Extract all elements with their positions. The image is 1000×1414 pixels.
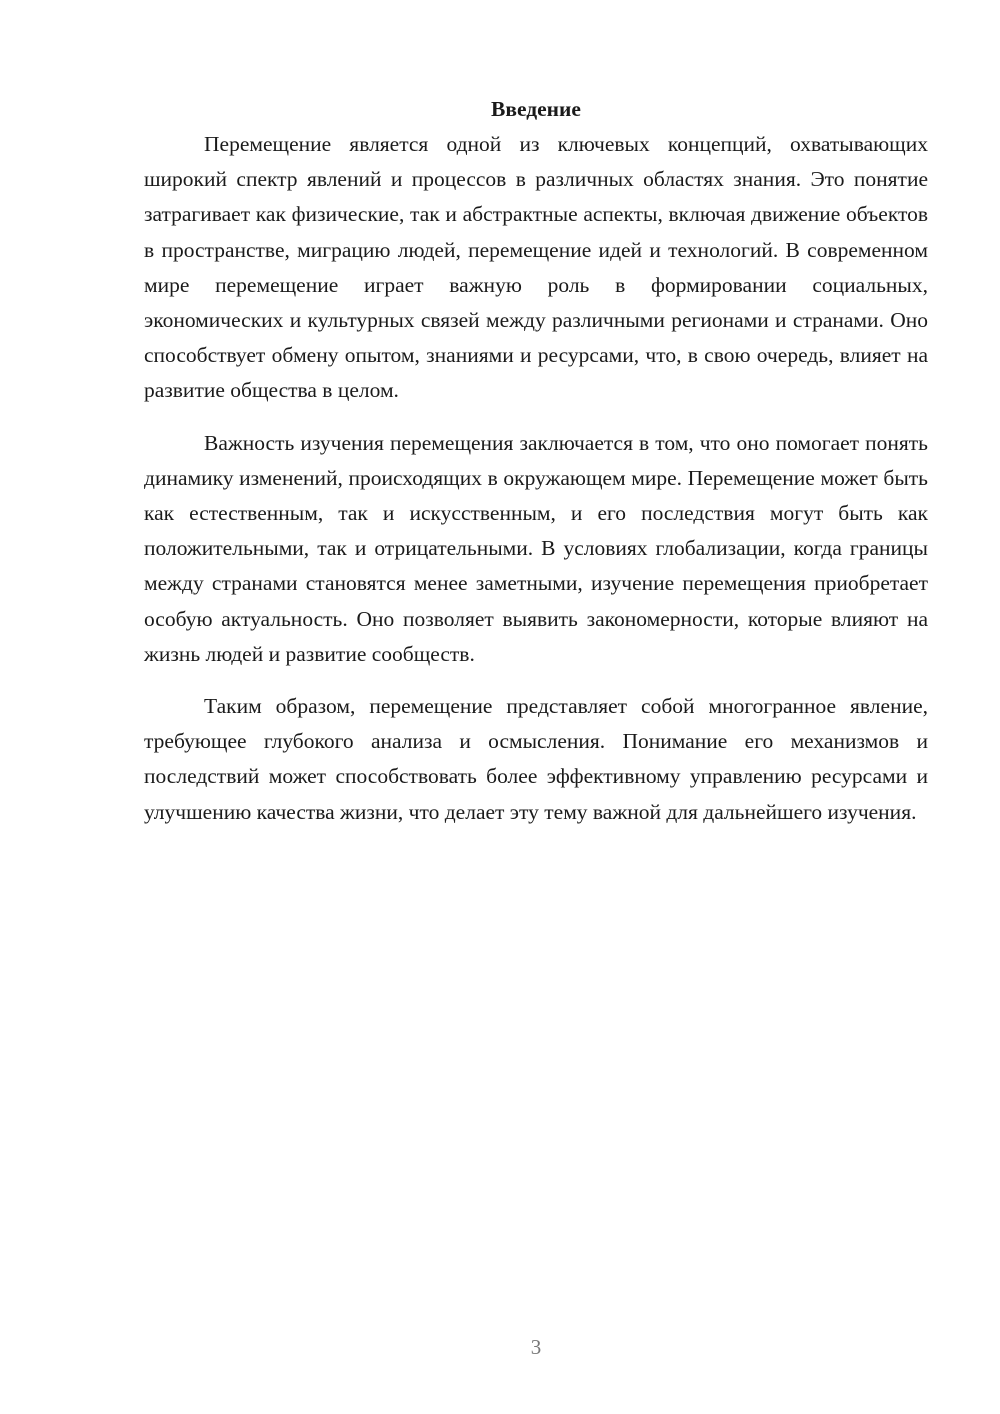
paragraph-conclusion: Таким образом, перемещение представляет собой многогранное явление, требующее глубокого анализа и осмысления. Понимание его механизмов и последствий может способствовать более эффективному управлению ресурсами и улучшению качества жизни, что делает эту тему важной для дальнейшего изучения. xyxy=(144,694,928,824)
section-title: Введение xyxy=(491,97,581,121)
page-number: 3 xyxy=(530,1335,542,1359)
page-content xyxy=(144,92,928,830)
paragraph-intro: Перемещение является одной из ключевых концепций, охватывающих широкий спектр явлений и процессов в различных областях знания. Это понятие затрагивает как физические, так и абстрактные аспекты, включая движение объектов в пространстве, миграцию людей, перемещение идей и технологий. В современном мире перемещение играет важную роль в формировании социальных, экономических и культурных связей между различными регионами и странами. Оно способствует обмену опытом, знаниями и ресурсами, что, в свою очередь, влияет на развитие общества в целом. xyxy=(144,132,928,403)
paragraph-importance: Важность изучения перемещения заключается в том, что оно помогает понять динамику изменений, происходящих в окружающем мире. Перемещение может быть как естественным, так и искусственным, и его последствия могут быть как положительными, так и отрицательными. В условиях глобализации, когда границы между странами становятся менее заметными, изучение перемещения приобретает особую актуальность. Оно позволяет выявить закономерности, которые влияют на жизнь людей и развитие сообществ. xyxy=(144,430,928,666)
